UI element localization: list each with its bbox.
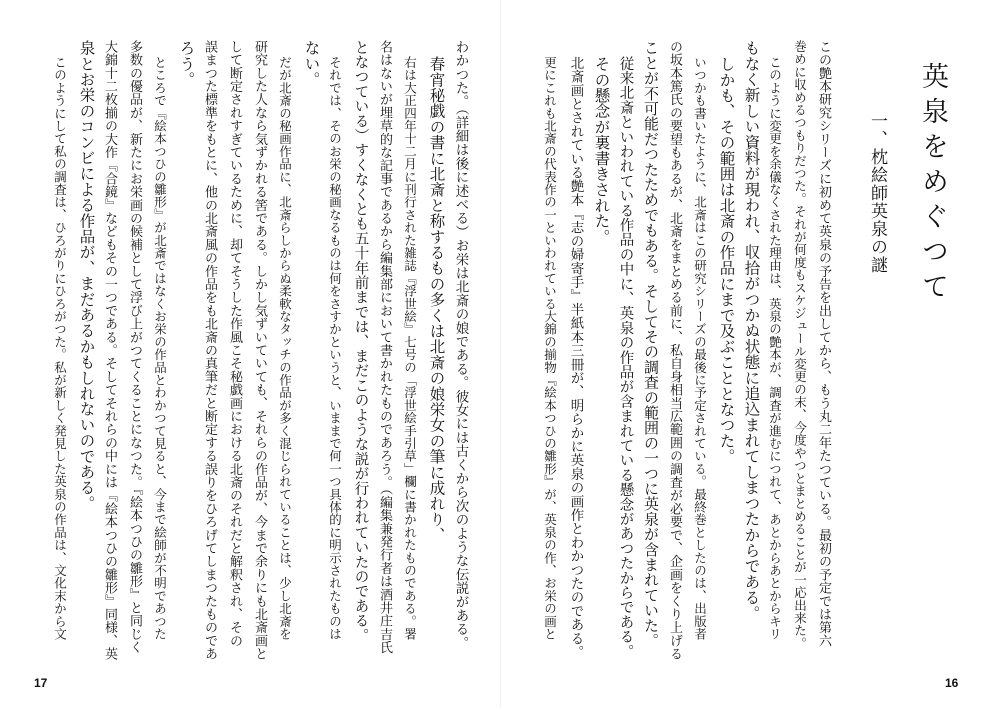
body-line: 従来北斎といわれている作品の中に、英泉の作品が含まれている懸念があつたからである。	[617, 56, 634, 659]
body-line: もなく新しい資料が現われ、収拾がつかぬ状態に追込まれてしまつたからである。	[742, 40, 761, 621]
body-line: して断定されすぎているために、却てそうした作風こそ秘戯画における北斎のそれだと解釈され、その	[227, 40, 242, 648]
body-line: 名はないが埋草的な記事であるから編集部において書かれたものであろう。（編集兼発行者は酒井庄吉氏	[377, 40, 392, 654]
body-line: しかも、その範囲は北斎の作品にまで及ぶこととなつた。	[717, 56, 736, 465]
body-line: このように変更を余儀なくされた理由は、英泉の艶本が、調査が進むにつれて、あとからあとからキリ	[767, 56, 783, 641]
body-line: の坂本篤氏の要望もあるが、北斎をまとめる前に、私自身相当広範囲の調査が必要で、企画をくり上げる	[667, 40, 682, 661]
body-line: 更にこれも北斎の代表作の一といわれている大錦の揃物『絵本つひの雛形』が、英泉の作、お栄の画と	[542, 56, 558, 641]
chapter-title: 英泉をめぐつて	[917, 62, 948, 307]
body-line: このようにして私の調査は、ひろがりにひろがつた。私が新しく発見した英泉の作品は、文化末から文	[52, 56, 68, 641]
body-line: 研究した人なら気ずかれる筈である。しかし気ずいていても、それらの作品が、今まで余りにも北斎画と	[252, 40, 267, 661]
section-heading: 一、枕絵師英泉の謎	[867, 112, 887, 274]
body-line: となつている）すくなくとも五十年前までは、まだこのような説が行われていたのである。	[352, 40, 369, 643]
body-line: ことが不可能だつたためでもある。そしてその調査の範囲の一つに英泉が含まれていた。	[642, 40, 660, 648]
body-line: 大錦十二枚揃の大作『合鏡』などもその一つである。そしてそれらの中には『絵本つひの雛形』同様、英	[102, 40, 117, 661]
body-line: 春宵秘戯の書に北斎と称するもの多くは北斎の娘栄女の筆に成れり、	[427, 56, 446, 543]
page-number-right: 16	[945, 676, 959, 690]
body-line: その懸念が裏書きされた。	[592, 56, 611, 245]
gutter-divider	[500, 0, 501, 708]
body-line: ろう。	[177, 40, 196, 88]
body-line: 多数の優品が、新たにお栄画の候補として浮び上がつてくることになつた。『絵本つひの雛形』と同じく	[127, 40, 142, 654]
body-line: 右は大正四年十二月に刊行された雑誌『浮世絵』七号の「浮世絵手引草」欄に書かれたものである。署	[402, 56, 418, 641]
body-line: この艶本研究シリーズに初めて英泉の予告を出してから、もう丸二年たつている。最初の予定では第六	[816, 40, 831, 648]
body-line: わかつた。（詳細は後に述べる）お栄は北斎の娘である。彼女には古くから次のような伝説がある。	[452, 40, 469, 650]
body-line: 泉とお栄のコンビによる作品が、まだあるかもしれないのである。	[77, 40, 96, 511]
body-line: それでは、そのお栄の秘画なるものは何をさすかというと、いままで何一つ具体的に明示されたものは	[327, 56, 343, 641]
page-number-left: 17	[34, 676, 48, 690]
body-line: いつかも書いたように、北斎はこの研究シリーズの最後に予定されている。最終巻としたのは、出版者	[692, 56, 708, 641]
body-line: だが北斎の秘画作品に、北斎らしからぬ柔軟なタッチの作品が多く混じられていることは、少し北斎を	[277, 56, 293, 641]
body-line: ところで『絵本つひの雛形』が北斎ではなくお栄の作品とわかつて見ると、今まで絵師が不明であつた	[152, 56, 168, 641]
body-line: 巻めに収めるつもりだつた。それが何度もスケジュール変更の末、今度やつとまとめることが一応出来た。	[792, 40, 808, 650]
body-line: 北斎画とされている艶本『志の婦寄手』半紙本三冊が、明らかに英泉の画作とわかつたのである。	[567, 56, 584, 659]
body-line: ない。	[302, 40, 321, 88]
body-line: 誤まつた標準をもとに、他の北斎風の作品をも北斎の真筆だと断定する誤りをひろげてしまつたものであ	[202, 40, 217, 661]
